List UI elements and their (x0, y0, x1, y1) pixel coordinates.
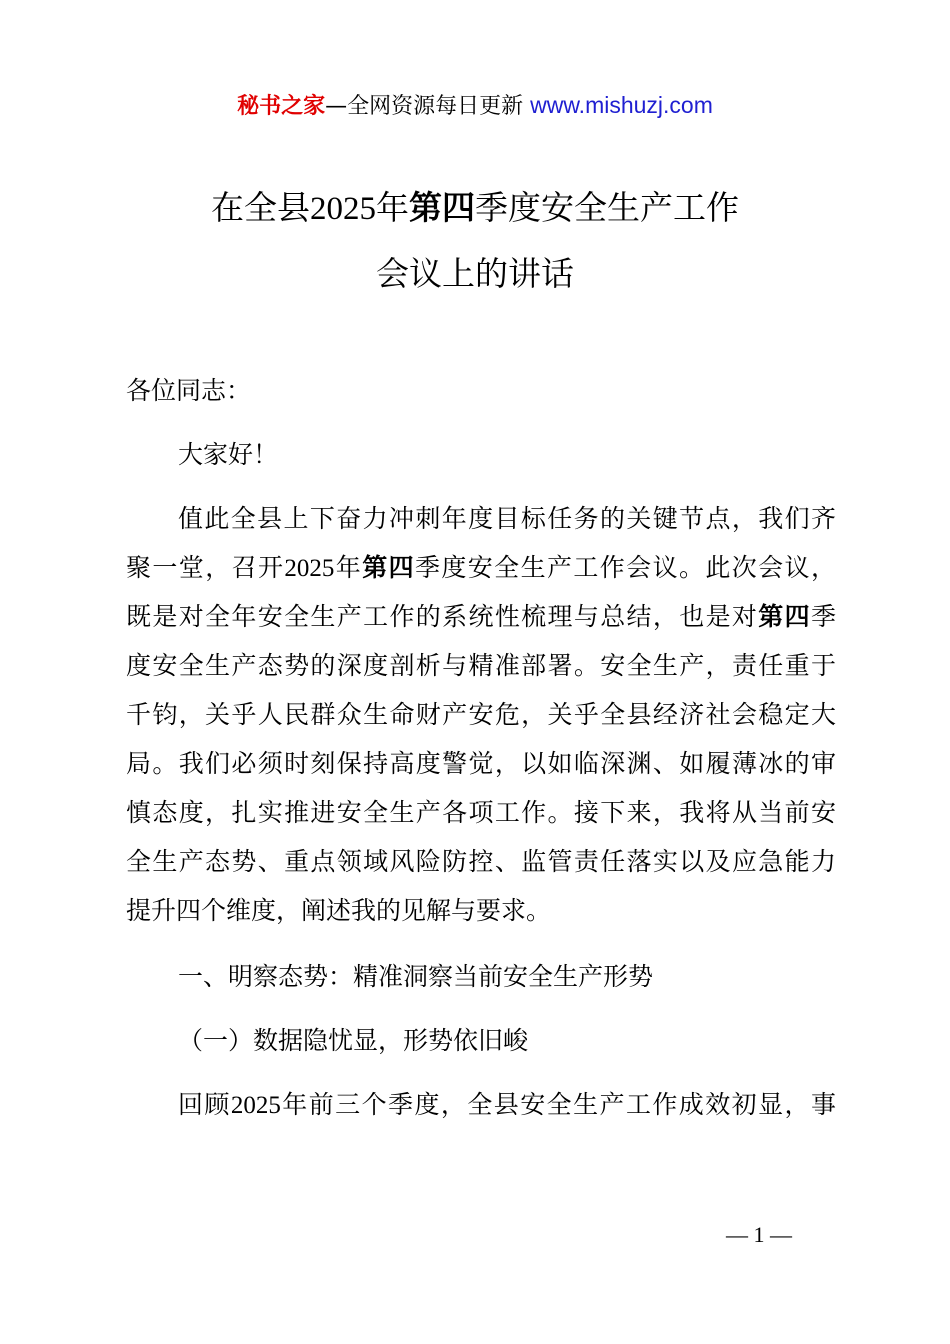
salutation: 各位同志： (126, 376, 252, 405)
paragraph-2-line-1: 回顾2025年前三个季度，全县安全生产工作成效初显，事 (178, 1090, 836, 1119)
site-tagline: —全网资源每日更新 (325, 94, 531, 119)
section-heading-1: 一、明察态势：精准洞察当前安全生产形势 (178, 962, 654, 991)
paragraph-1-line-2: 聚一堂，召开2025年第四季度安全生产工作会议。此次会议， (126, 553, 836, 582)
paragraph-1-line-1: 值此全县上下奋力冲刺年度目标任务的关键节点，我们齐 (178, 504, 836, 533)
paragraph-1-line-3: 既是对全年安全生产工作的系统性梳理与总结，也是对第四季 (126, 602, 836, 631)
site-brand: 秘书之家 (237, 94, 326, 119)
paragraph-1-line-8: 全生产态势、重点领域风险防控、监管责任落实以及应急能力 (126, 847, 836, 876)
paragraph-1-line-9: 提升四个维度，阐述我的见解与要求。 (126, 896, 552, 925)
paragraph-1-line-7: 慎态度，扎实推进安全生产各项工作。接下来，我将从当前安 (126, 798, 836, 827)
document-title-line-1: 在全县2025年第四季度安全生产工作 (211, 188, 739, 227)
paragraph-1-line-5: 千钧，关乎人民群众生命财产安危，关乎全县经济社会稳定大 (126, 700, 836, 729)
paragraph-1-line-6: 局。我们必须时刻保持高度警觉，以如临深渊、如履薄冰的审 (126, 749, 836, 778)
paragraph-1-line-4: 度安全生产态势的深度剖析与精准部署。安全生产，责任重于 (126, 651, 836, 680)
greeting: 大家好！ (178, 440, 279, 469)
subsection-heading-1-1: （一）数据隐忧显，形势依旧峻 (178, 1026, 529, 1055)
page-number: — 1 — (726, 1222, 792, 1247)
site-header (0, 88, 950, 124)
document-title-line-2: 会议上的讲话 (376, 254, 574, 293)
site-url-link[interactable]: www.mishuzj.com (530, 92, 713, 118)
